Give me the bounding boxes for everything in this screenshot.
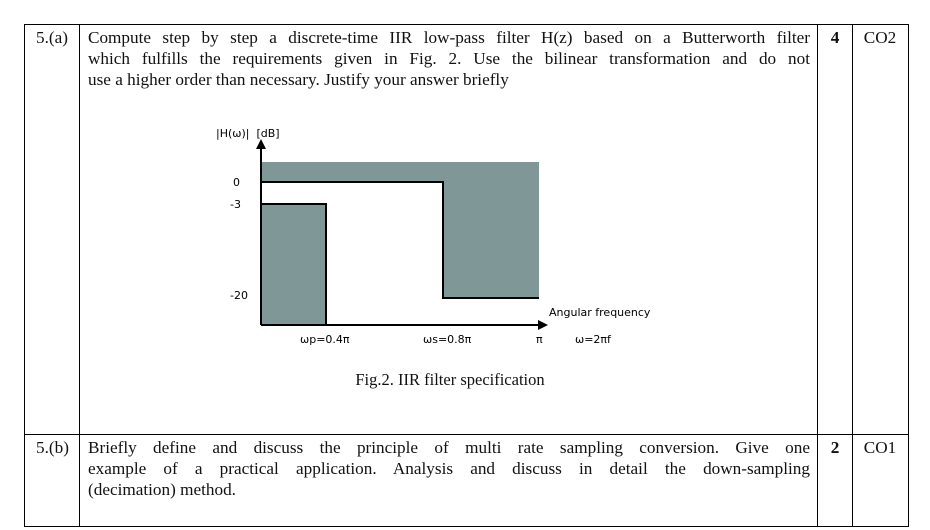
y-tick-0: 0 [233, 176, 240, 189]
marks-5b: 2 [830, 438, 840, 457]
x-tick-omega-def: ω=2πf [575, 333, 611, 346]
figure-caption: Fig.2. IIR filter specification [355, 370, 545, 389]
y-axis-arrow [256, 139, 266, 149]
x-tick-wp-symbol: ωp [300, 333, 317, 346]
y-tick-minus20: -20 [230, 289, 248, 302]
x-tick-wp-value: =0.4π [316, 333, 350, 346]
question-text-5b [88, 437, 810, 500]
y-tick-minus3: -3 [230, 198, 241, 211]
x-tick-ws-value: =0.8π [437, 333, 472, 346]
x-axis-label: Angular frequency [549, 306, 651, 319]
passband-region [261, 204, 326, 325]
x-axis-arrow [538, 320, 548, 330]
question-number-5a: 5.(a) [36, 28, 68, 47]
question-5a-line-1: Compute step by step a discrete-time IIR low-pass filter H(z) based on a Butterworth filter [88, 28, 810, 47]
question-5b-line-3: (decimation) method. [88, 480, 236, 499]
question-5b-line-2: example of a practical application. Analysis and discuss in detail the down-sampling [88, 459, 810, 478]
x-tick-wp [300, 333, 350, 346]
marks-5a: 4 [830, 28, 840, 47]
x-tick-ws [423, 333, 472, 346]
course-outcome-5b: CO1 [863, 438, 897, 457]
question-5a-line-2: which fulfills the requirements given in Fig. 2. Use the bilinear transformation and do not [88, 49, 810, 68]
question-5a-line-3: use a higher order than necessary. Justify your answer briefly [88, 70, 509, 89]
x-tick-ws-symbol: ωs [423, 333, 438, 346]
x-tick-pi: π [536, 333, 543, 346]
course-outcome-5a: CO2 [863, 28, 897, 47]
question-5b-line-1: Briefly define and discuss the principle of multi rate sampling conversion. Give one [88, 438, 810, 457]
y-axis-label: |H(ω)| [dB] [216, 127, 280, 140]
question-number-5b: 5.(b) [36, 438, 69, 457]
